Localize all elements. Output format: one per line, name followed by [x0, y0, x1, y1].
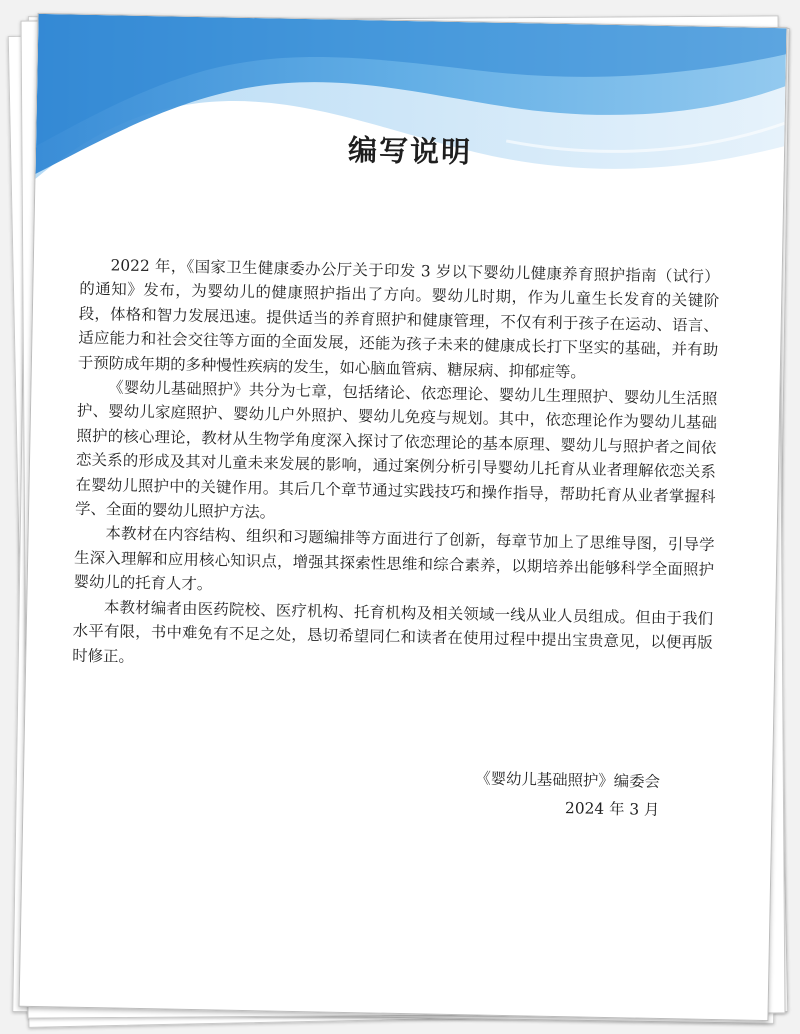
page-title: 编写说明 [347, 132, 473, 170]
signature-date: 2024 年 3 月 [564, 799, 660, 819]
body-text [72, 253, 720, 680]
signature-org: 《婴幼儿基础照护》编委会 [475, 769, 661, 791]
paragraph: 2022 年，《国家卫生健康委办公厅关于印发 3 岁以下婴幼儿健康养育照护指南（试行）的通知》发布，为婴幼儿的健康照护指出了方向。婴幼儿时期，作为儿童生长发育的关键阶段，体格和智力发展迅速。提供适当的养育照护和健康管理，不仅有利于孩子在运动、语言、适应能力和社会交往等方面的全面发展，还能为孩子未来的健康成长打下坚实的基础，并有助于预防成年期的多种慢性疾病的发生，如心脑血管病、糖尿病、抑郁症等。 [77, 256, 720, 382]
header-wave-decoration [35, 14, 787, 228]
paragraph: 本教材在内容结构、组织和习题编排等方面进行了创新，每章节加上了思维导图，引导学生深入理解和应用核心知识点，增强其探索性思维和综合素养，以期培养出能够科学全面照护婴幼儿的托育人才。 [73, 524, 715, 594]
paragraph: 本教材编者由医药院校、医疗机构、托育机构及相关领域一线从业人员组成。但由于我们水平有限，书中难免有不足之处，恳切希望同仁和读者在使用过程中提出宝贵意见，以便再版时修正。 [72, 597, 714, 666]
paragraph: 《婴幼儿基础照护》共分为七章，包括绪论、依恋理论、婴幼儿生理照护、婴幼儿生活照护、婴幼儿家庭照护、婴幼儿户外照护、婴幼儿免疫与规划。其中，依恋理论作为婴幼儿基础照护的核心理论，教材从生物学角度深入探讨了依恋理论的基本原理、婴幼儿与照护者之间依恋关系的形成及其对儿童未来发展的影响，通过案例分析引导婴幼儿托育从业者理解依恋关系在婴幼儿照护中的关键作用。其后几个章节通过实践技巧和操作指导，帮助托育从业者掌握科学、全面的婴幼儿照护方法。 [74, 378, 718, 522]
signature-block [474, 764, 660, 824]
document-page [19, 13, 788, 1021]
